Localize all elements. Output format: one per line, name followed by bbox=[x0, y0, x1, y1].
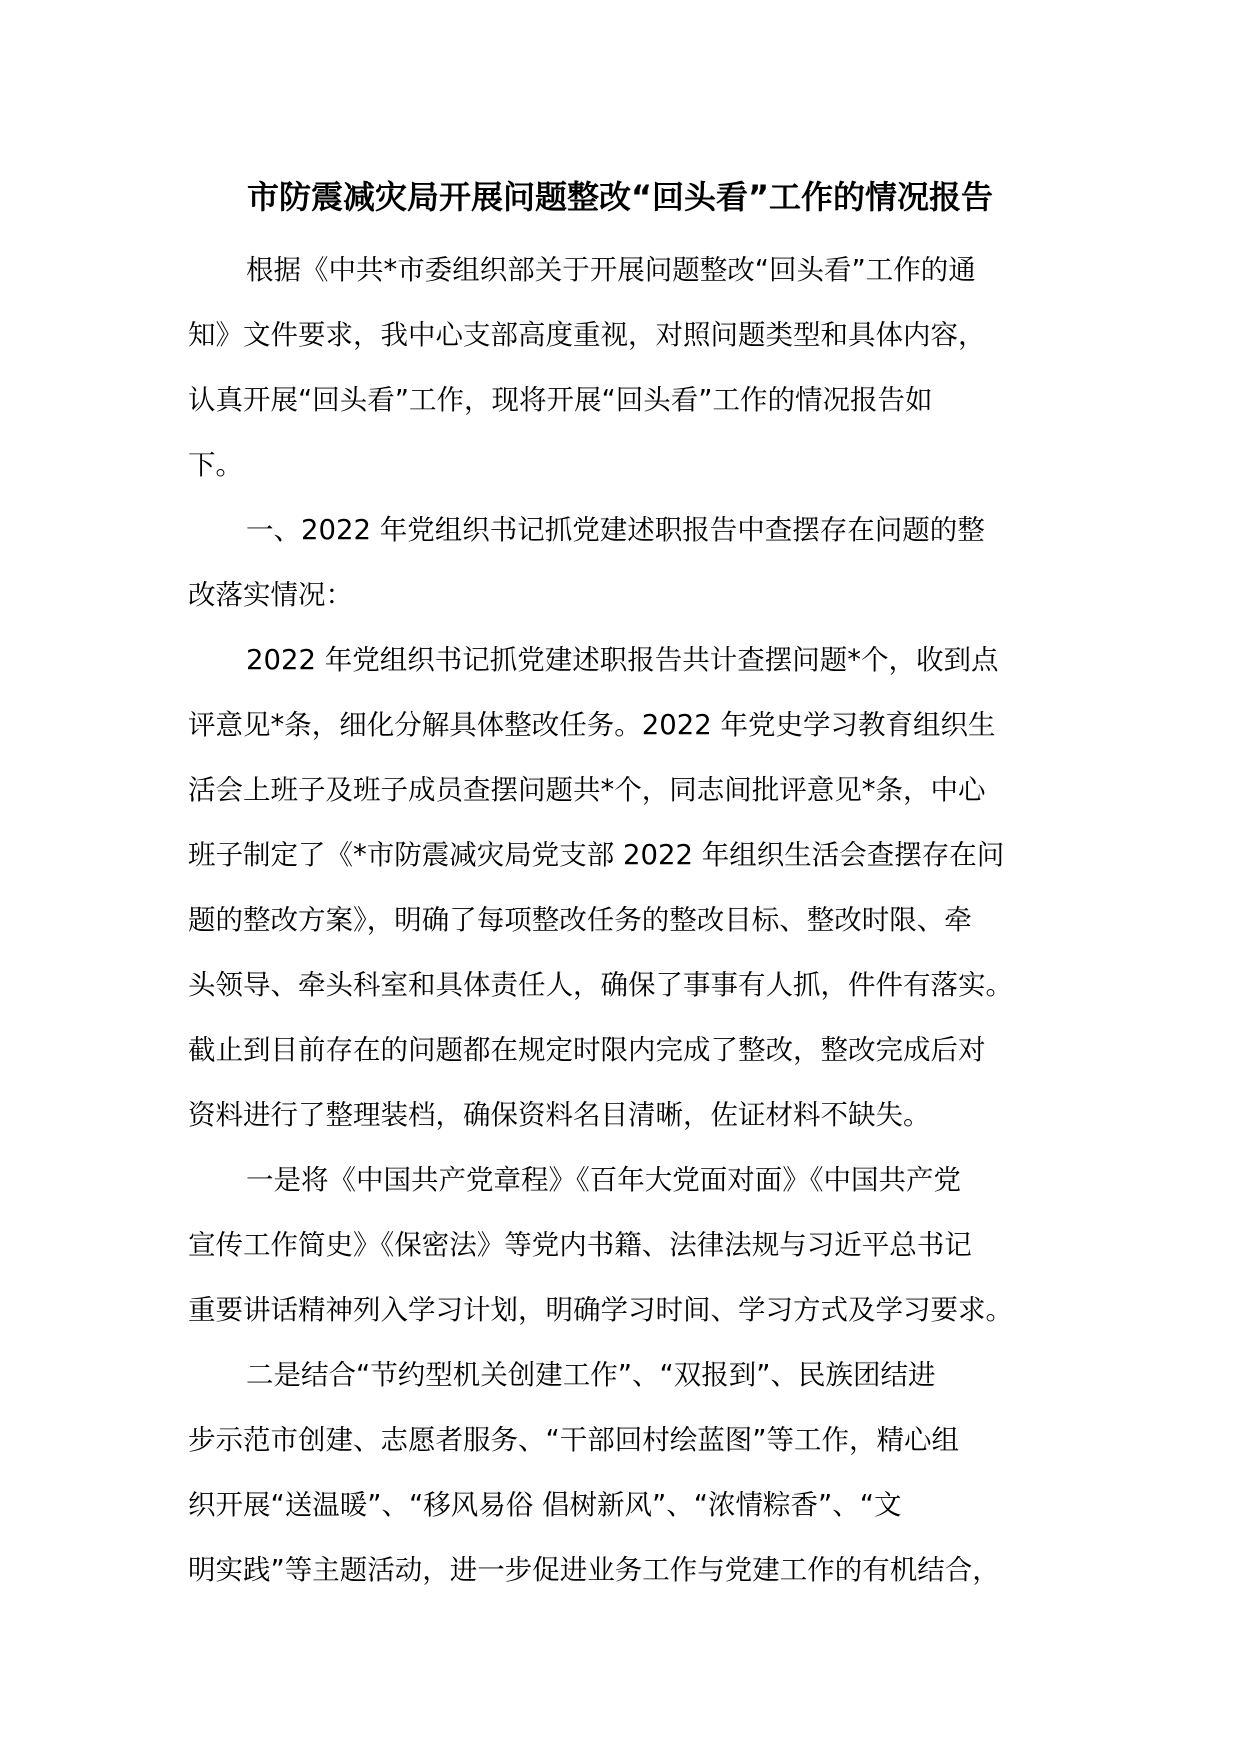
paragraph-line: 认真开展“回头看”工作，现将开展“回头看”工作的情况报告如 bbox=[188, 384, 933, 416]
paragraph-line: 一是将《中国共产党章程》《百年大党面对面》《中国共产党 bbox=[246, 1164, 961, 1196]
paragraph-point-one bbox=[188, 1148, 1068, 1343]
paragraph-line: 题的整改方案》，明确了每项整改任务的整改目标、整改时限、牵 bbox=[188, 904, 972, 936]
paragraph-line: 一、2022 年党组织书记抓党建述职报告中查摆存在问题的整 bbox=[246, 514, 985, 546]
paragraph-line: 二是结合“节约型机关创建工作”、“双报到”、民族团结进 bbox=[246, 1359, 936, 1391]
paragraph-line: 2022 年党组织书记抓党建述职报告共计查摆问题*个，收到点 bbox=[246, 644, 999, 676]
section-heading-one bbox=[188, 498, 1068, 628]
document-body bbox=[188, 238, 1068, 1603]
paragraph-line: 宣传工作简史》《保密法》等党内书籍、法律法规与习近平总书记 bbox=[188, 1229, 972, 1261]
paragraph-line: 知》文件要求，我中心支部高度重视，对照问题类型和具体内容， bbox=[188, 319, 986, 351]
paragraph-line: 班子制定了《*市防震减灾局党支部 2022 年组织生活会查摆存在问 bbox=[188, 839, 1005, 871]
paragraph-line: 根据《中共*市委组织部关于开展问题整改“回头看”工作的通 bbox=[246, 254, 976, 286]
paragraph-line: 资料进行了整理装档，确保资料名目清晰，佐证材料不缺失。 bbox=[188, 1099, 931, 1131]
paragraph-line: 织开展“送温暖”、“移风易俗 倡树新风”、“浓情粽香”、“文 bbox=[188, 1489, 902, 1521]
document-title: 市防震减灾局开展问题整改“回头看”工作的情况报告 bbox=[246, 178, 994, 216]
paragraph-intro bbox=[188, 238, 1068, 498]
paragraph-line: 改落实情况： bbox=[188, 579, 353, 611]
paragraph-point-two bbox=[188, 1343, 1068, 1603]
paragraph-line: 下。 bbox=[188, 449, 243, 481]
paragraph-line: 明实践”等主题活动，进一步促进业务工作与党建工作的有机结合， bbox=[188, 1554, 1000, 1586]
paragraph-line: 重要讲话精神列入学习计划，明确学习时间、学习方式及学习要求。 bbox=[188, 1294, 1013, 1326]
paragraph-line: 头领导、牵头科室和具体责任人，确保了事事有人抓，件件有落实。 bbox=[188, 969, 1013, 1001]
paragraph-line: 截止到目前存在的问题都在规定时限内完成了整改，整改完成后对 bbox=[188, 1034, 986, 1066]
paragraph-line: 评意见*条，细化分解具体整改任务。2022 年党史学习教育组织生 bbox=[188, 709, 996, 741]
paragraph-rectification-summary bbox=[188, 628, 1068, 1148]
paragraph-line: 步示范市创建、志愿者服务、“干部回村绘蓝图”等工作，精心组 bbox=[188, 1424, 959, 1456]
paragraph-line: 活会上班子及班子成员查摆问题共*个，同志间批评意见*条，中心 bbox=[188, 774, 986, 806]
